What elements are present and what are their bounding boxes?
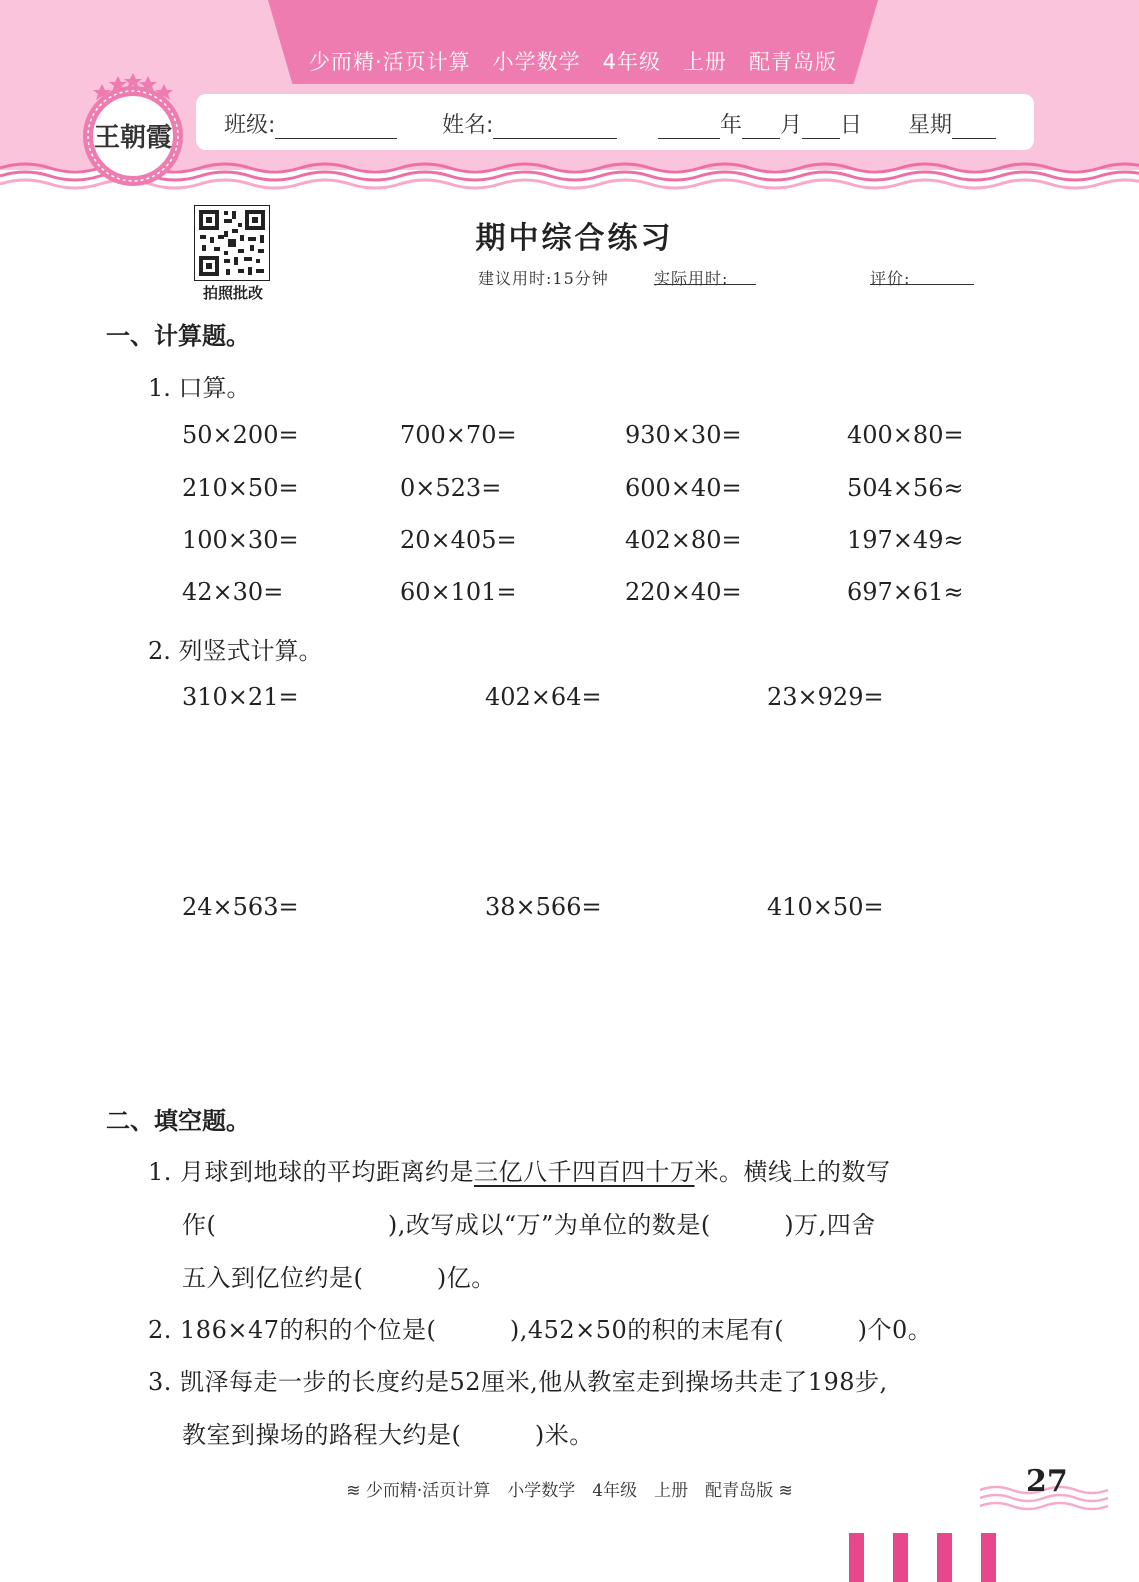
question-1-line-2: 作( ),改写成以“万”为单位的数是( )万,四舍	[182, 1211, 876, 1239]
oral-expr: 60×101=	[400, 578, 517, 606]
weekday-blank[interactable]	[952, 116, 996, 139]
vertical-expr: 310×21=	[182, 683, 299, 711]
oral-expr: 197×49≈	[847, 526, 964, 554]
question-1-text: 1. 月球到地球的平均距离约是	[148, 1158, 475, 1186]
evaluation-label: 评价:	[870, 269, 911, 288]
oral-expr: 100×30=	[182, 526, 299, 554]
oral-expr: 504×56≈	[847, 474, 964, 502]
student-info-bar	[196, 94, 1034, 150]
class-field[interactable]	[224, 108, 397, 139]
section2-heading: 二、填空题。	[106, 1107, 250, 1135]
oral-expr: 700×70=	[400, 421, 517, 449]
question-1-line-3: 五入到亿位约是( )亿。	[182, 1264, 496, 1292]
year-label: 年	[720, 113, 743, 138]
oral-calc-label: 1. 口算。	[148, 374, 251, 402]
name-field[interactable]	[442, 108, 617, 139]
day-label: 日	[840, 113, 863, 138]
question-3-line-2: 教室到操场的路程大约是( )米。	[182, 1421, 594, 1449]
footer-text: ≋ 少而精·活页计算 小学数学 4年级 上册 配青岛版 ≋	[346, 1481, 793, 1501]
oral-expr: 400×80=	[847, 421, 964, 449]
suggested-time: 建议用时:15分钟	[478, 269, 609, 288]
qr-caption: 拍照批改	[202, 284, 263, 302]
oral-expr: 220×40=	[625, 578, 742, 606]
question-2: 2. 186×47的积的个位是( ),452×50的积的末尾有( )个0。	[148, 1316, 933, 1344]
vertical-expr: 38×566=	[485, 893, 602, 921]
question-1-line-1	[148, 1152, 891, 1187]
vertical-expr: 410×50=	[767, 893, 884, 921]
year-blank[interactable]	[658, 116, 720, 139]
class-label: 班级:	[224, 113, 276, 138]
oral-expr: 20×405=	[400, 526, 517, 554]
oral-expr: 0×523=	[400, 474, 502, 502]
footer-bar	[937, 1533, 952, 1582]
vertical-expr: 402×64=	[485, 683, 602, 711]
oral-expr: 697×61≈	[847, 578, 964, 606]
month-label: 月	[780, 113, 803, 138]
section1-heading: 一、计算题。	[106, 322, 250, 350]
day-blank[interactable]	[802, 116, 840, 139]
footer-bar	[849, 1533, 864, 1582]
footer-bar	[893, 1533, 908, 1582]
month-blank[interactable]	[742, 116, 780, 139]
logo-text: 王朝霞	[93, 123, 173, 153]
evaluation-blank[interactable]	[870, 266, 974, 285]
date-field[interactable]	[658, 108, 862, 139]
question-3-line-1: 3. 凯泽每走一步的长度约是52厘米,他从教室走到操场共走了198步,	[148, 1368, 888, 1396]
series-title: 少而精·活页计算 小学数学 4年级 上册 配青岛版	[308, 50, 838, 74]
name-label: 姓名:	[442, 113, 494, 138]
underlined-number-words: 三亿八千四百四十万	[474, 1158, 695, 1186]
footer-bar	[981, 1533, 996, 1582]
page-title: 期中综合练习	[475, 221, 674, 256]
question-1-text: 米。横线上的数写	[694, 1158, 891, 1186]
oral-expr: 930×30=	[625, 421, 742, 449]
weekday-field[interactable]	[908, 108, 996, 139]
oral-expr: 42×30=	[182, 578, 284, 606]
page-number: 27	[1026, 1464, 1068, 1499]
brand-logo	[80, 70, 186, 190]
weekday-label: 星期	[908, 113, 953, 138]
oral-expr: 600×40=	[625, 474, 742, 502]
oral-expr: 50×200=	[182, 421, 299, 449]
vertical-expr: 23×929=	[767, 683, 884, 711]
vertical-calc-label: 2. 列竖式计算。	[148, 637, 323, 665]
oral-expr: 210×50=	[182, 474, 299, 502]
actual-time-label: 实际用时:	[654, 269, 729, 288]
oral-expr: 402×80=	[625, 526, 742, 554]
name-blank[interactable]	[493, 116, 617, 139]
actual-time-blank[interactable]	[654, 266, 756, 285]
class-blank[interactable]	[275, 116, 397, 139]
vertical-expr: 24×563=	[182, 893, 299, 921]
